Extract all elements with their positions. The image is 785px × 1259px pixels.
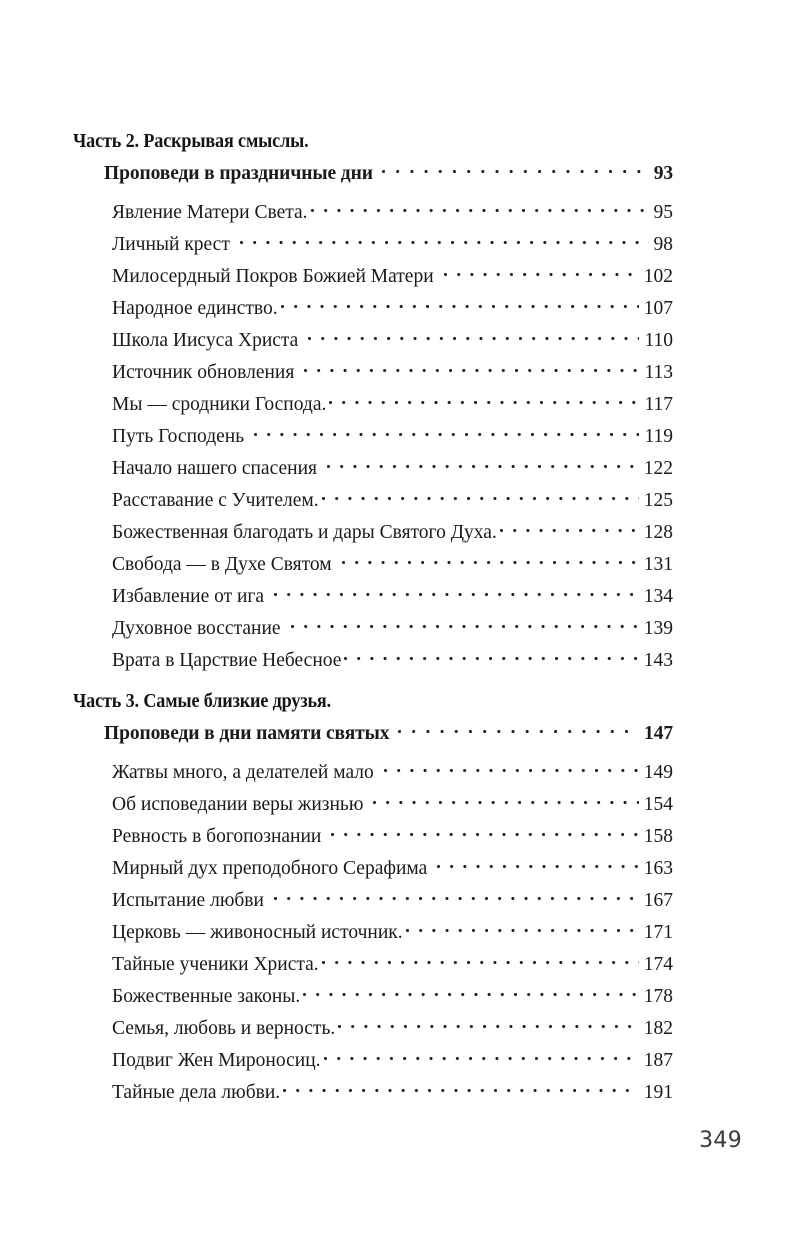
dot-leader	[291, 615, 639, 635]
toc-entry	[112, 757, 673, 789]
dot-leader	[437, 855, 638, 875]
toc-entry	[112, 645, 673, 677]
toc-entry-label: Тайные дела любви.	[112, 1082, 281, 1103]
dot-leader	[274, 887, 639, 907]
toc-entry	[112, 613, 673, 645]
dot-leader	[406, 919, 639, 939]
toc-entry-label: Расставание с Учителем.	[112, 490, 319, 511]
dot-leader	[324, 1047, 639, 1067]
page-number: 349	[699, 1128, 742, 1153]
dot-leader	[304, 359, 639, 379]
toc-entry-label: Семья, любовь и верность.	[112, 1018, 336, 1039]
part-title: Часть 3. Самые близкие друзья.	[73, 691, 331, 712]
toc-entry-label: Народное единство.	[112, 298, 278, 319]
toc-entry	[112, 357, 673, 389]
toc-entry	[112, 293, 673, 325]
toc-entry-label: Божественная благодать и дары Святого Духа.	[112, 522, 497, 543]
toc-entry-page: 119	[644, 426, 673, 447]
toc-entry-page: 154	[643, 794, 673, 815]
toc-entry	[112, 581, 673, 613]
toc-entry-label: Врата в Царствие Небесное	[112, 650, 342, 671]
toc-entry-label: Милосердный Покров Божией Матери	[112, 266, 434, 287]
toc-entry-label: Мирный дух преподобного Серафима	[112, 858, 428, 879]
toc-entry-page: 131	[643, 554, 673, 575]
toc-entry-page: 110	[644, 330, 673, 351]
toc-entry-page: 182	[643, 1018, 673, 1039]
toc-entry-label: Источник обновления	[112, 362, 295, 383]
toc-section-page: 147	[644, 723, 673, 744]
toc-entry-page: 158	[643, 826, 673, 847]
toc-entry-page: 125	[643, 490, 673, 511]
toc-entry	[112, 1013, 673, 1045]
toc-entry-page: 134	[643, 586, 673, 607]
toc-entry-page: 128	[643, 522, 673, 543]
toc-entry-label: Начало нашего спасения	[112, 458, 317, 479]
toc-entry	[112, 885, 673, 917]
dot-leader	[322, 951, 639, 971]
toc-entry-page: 171	[643, 922, 673, 943]
toc-entry-label: Избавление от ига	[112, 586, 265, 607]
toc-entry	[112, 421, 673, 453]
toc-entry-label: Об исповедании веры жизнью	[112, 794, 364, 815]
dot-leader	[274, 583, 639, 603]
toc-entry	[112, 197, 673, 229]
toc-entry	[112, 853, 673, 885]
toc-entry-label: Явление Матери Света.	[112, 202, 308, 223]
toc-entry-page: 143	[643, 650, 673, 671]
toc-entry	[112, 981, 673, 1013]
toc-entry-page: 102	[643, 266, 673, 287]
toc-entry	[112, 229, 673, 261]
toc-entry	[112, 549, 673, 581]
toc-entry-page: 139	[643, 618, 673, 639]
toc-entry	[112, 949, 673, 981]
toc-entry-page: 95	[653, 202, 673, 223]
dot-leader	[240, 231, 649, 251]
toc-entry	[112, 1045, 673, 1077]
toc-section-heading	[104, 157, 673, 191]
toc-entry-label: Школа Иисуса Христа	[112, 330, 299, 351]
toc-section-label: Проповеди в праздничные дни	[104, 163, 373, 184]
toc-entry	[112, 789, 673, 821]
toc-entry-page: 149	[643, 762, 673, 783]
toc-entry-page: 191	[643, 1082, 673, 1103]
dot-leader	[327, 455, 639, 475]
toc-entry-page: 107	[643, 298, 673, 319]
dot-leader	[444, 263, 639, 283]
toc-section-page: 93	[653, 163, 673, 184]
dot-leader	[329, 391, 639, 411]
toc-entry-label: Путь Господень	[112, 426, 245, 447]
toc-entry-page: 187	[643, 1050, 673, 1071]
toc-entry-page: 98	[653, 234, 673, 255]
toc-entry-label: Ревность в богопознании	[112, 826, 322, 847]
toc-entry-page: 167	[643, 890, 673, 911]
part-title: Часть 2. Раскрывая смыслы.	[73, 131, 309, 152]
dot-leader	[281, 295, 639, 315]
toc-entry-page: 163	[643, 858, 673, 879]
toc-entry-label: Подвиг Жен Мироносиц.	[112, 1050, 321, 1071]
toc-entry	[112, 917, 673, 949]
toc-entry-label: Жатвы много, а делателей мало	[112, 762, 374, 783]
toc-entry-label: Тайные ученики Христа.	[112, 954, 319, 975]
dot-leader	[398, 720, 638, 740]
dot-leader	[322, 487, 639, 507]
toc-entry-label: Церковь — живоносный источник.	[112, 922, 403, 943]
toc-entry-page: 117	[644, 394, 673, 415]
toc-entry	[112, 1077, 673, 1109]
dot-leader	[500, 519, 639, 539]
toc-entry-list	[73, 197, 673, 677]
toc-entry-page: 178	[643, 986, 673, 1007]
toc-entry-label: Божественные законы.	[112, 986, 301, 1007]
toc-entry	[112, 517, 673, 549]
toc-section-heading	[104, 717, 673, 751]
toc-entry-page: 122	[643, 458, 673, 479]
dot-leader	[303, 983, 639, 1003]
dot-leader	[311, 199, 649, 219]
toc-entry-label: Личный крест	[112, 234, 230, 255]
toc-part-block	[73, 687, 673, 1109]
toc-entry	[112, 821, 673, 853]
toc-entry	[112, 485, 673, 517]
toc-entry	[112, 261, 673, 293]
toc-entry-page: 113	[644, 362, 673, 383]
dot-leader	[373, 791, 638, 811]
toc-entry-label: Мы — сродники Господа.	[112, 394, 327, 415]
dot-leader	[382, 160, 648, 180]
toc-section-label: Проповеди в дни памяти святых	[104, 723, 390, 744]
toc-entry	[112, 389, 673, 421]
toc-part-block	[73, 127, 673, 677]
toc-entry	[112, 325, 673, 357]
toc-entry-list	[73, 757, 673, 1109]
dot-leader	[338, 1015, 639, 1035]
dot-leader	[344, 647, 638, 667]
toc-entry-label: Испытание любви	[112, 890, 264, 911]
dot-leader	[254, 423, 639, 443]
toc-entry	[112, 453, 673, 485]
toc-entry-label: Свобода — в Духе Святом	[112, 554, 332, 575]
dot-leader	[331, 823, 638, 843]
toc-entry-label: Духовное восстание	[112, 618, 281, 639]
dot-leader	[308, 327, 639, 347]
dot-leader	[384, 759, 639, 779]
toc-entry-page: 174	[643, 954, 673, 975]
dot-leader	[342, 551, 639, 571]
dot-leader	[283, 1079, 639, 1099]
